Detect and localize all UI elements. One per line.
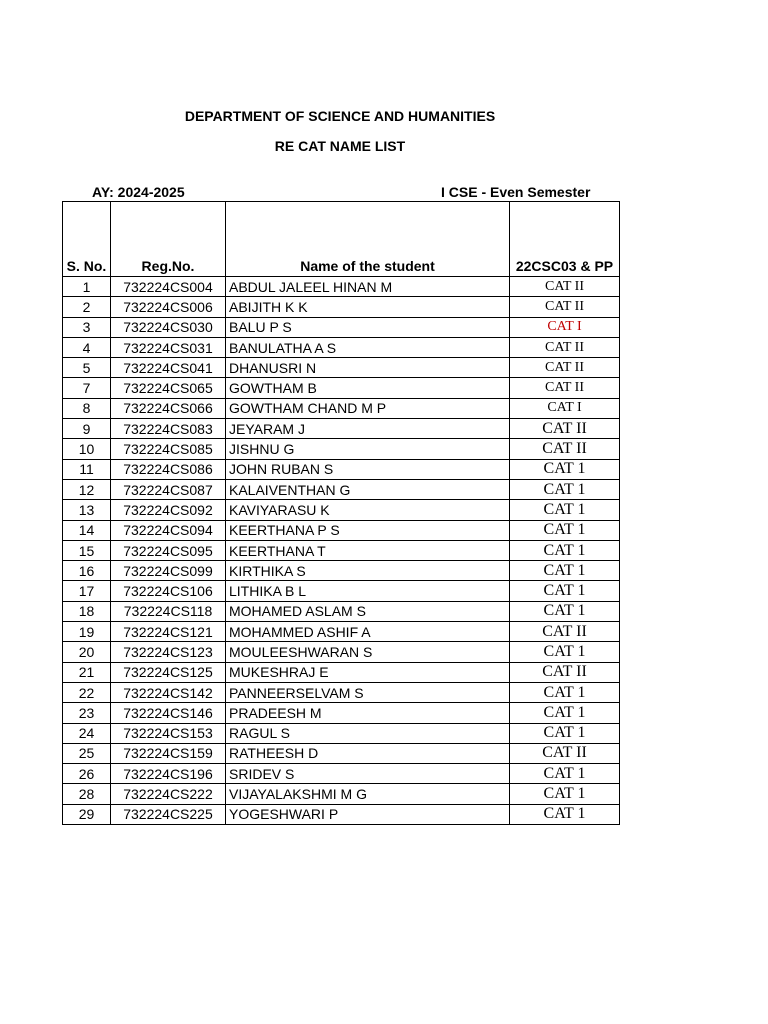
table-row xyxy=(63,642,620,662)
table-row xyxy=(63,479,620,499)
table-row xyxy=(63,581,620,601)
table-row xyxy=(63,723,620,743)
header-regno: Reg.No. xyxy=(111,202,226,277)
table-row xyxy=(63,337,620,357)
cell-sno: 2 xyxy=(63,297,111,317)
cell-sno: 11 xyxy=(63,459,111,479)
table-row xyxy=(63,703,620,723)
academic-year: AY: 2024-2025 xyxy=(92,184,185,200)
table-row xyxy=(63,500,620,520)
cell-name: KEERTHANA P S xyxy=(226,520,510,540)
cell-sno: 14 xyxy=(63,520,111,540)
cell-cat: CAT II xyxy=(510,358,620,378)
cell-regno: 732224CS095 xyxy=(111,540,226,560)
cell-cat: CAT 1 xyxy=(510,500,620,520)
cell-regno: 732224CS092 xyxy=(111,500,226,520)
table-row xyxy=(63,764,620,784)
cell-regno: 732224CS225 xyxy=(111,804,226,824)
cell-cat: CAT 1 xyxy=(510,540,620,560)
cell-regno: 732224CS041 xyxy=(111,358,226,378)
cell-sno: 10 xyxy=(63,439,111,459)
cell-name: RAGUL S xyxy=(226,723,510,743)
cell-cat: CAT II xyxy=(510,662,620,682)
header-sno: S. No. xyxy=(63,202,111,277)
table-row xyxy=(63,601,620,621)
header-name: Name of the student xyxy=(226,202,510,277)
cell-regno: 732224CS086 xyxy=(111,459,226,479)
cell-name: ABDUL JALEEL HINAN M xyxy=(226,277,510,297)
table-row xyxy=(63,277,620,297)
cell-cat: CAT 1 xyxy=(510,682,620,702)
cell-sno: 5 xyxy=(63,358,111,378)
cell-name: KEERTHANA T xyxy=(226,540,510,560)
header-subject: 22CSC03 & PP xyxy=(510,202,620,277)
cell-name: YOGESHWARI P xyxy=(226,804,510,824)
cell-name: BALU P S xyxy=(226,317,510,337)
cell-sno: 3 xyxy=(63,317,111,337)
cell-sno: 29 xyxy=(63,804,111,824)
cell-cat: CAT II xyxy=(510,439,620,459)
cell-regno: 732224CS196 xyxy=(111,764,226,784)
table-row xyxy=(63,317,620,337)
cell-regno: 732224CS118 xyxy=(111,601,226,621)
cell-sno: 24 xyxy=(63,723,111,743)
cell-cat: CAT II xyxy=(510,277,620,297)
cell-name: KIRTHIKA S xyxy=(226,561,510,581)
cell-sno: 9 xyxy=(63,419,111,439)
cell-sno: 19 xyxy=(63,622,111,642)
table-row xyxy=(63,622,620,642)
cell-name: MUKESHRAJ E xyxy=(226,662,510,682)
cell-sno: 1 xyxy=(63,277,111,297)
cell-name: GOWTHAM CHAND M P xyxy=(226,398,510,418)
cell-cat: CAT 1 xyxy=(510,520,620,540)
cell-name: KAVIYARASU K xyxy=(226,500,510,520)
cell-cat: CAT 1 xyxy=(510,601,620,621)
cell-name: KALAIVENTHAN G xyxy=(226,479,510,499)
cell-regno: 732224CS066 xyxy=(111,398,226,418)
cell-sno: 25 xyxy=(63,743,111,763)
cell-sno: 22 xyxy=(63,682,111,702)
cell-cat: CAT I xyxy=(510,398,620,418)
cell-regno: 732224CS121 xyxy=(111,622,226,642)
table-row xyxy=(63,419,620,439)
cell-name: SRIDEV S xyxy=(226,764,510,784)
cell-sno: 16 xyxy=(63,561,111,581)
cell-sno: 26 xyxy=(63,764,111,784)
cell-sno: 18 xyxy=(63,601,111,621)
cell-cat: CAT 1 xyxy=(510,804,620,824)
cell-cat: CAT II xyxy=(510,419,620,439)
table-row xyxy=(63,784,620,804)
cell-sno: 17 xyxy=(63,581,111,601)
cell-name: JOHN RUBAN S xyxy=(226,459,510,479)
cell-name: ABIJITH K K xyxy=(226,297,510,317)
student-table xyxy=(62,201,620,825)
cell-cat: CAT 1 xyxy=(510,703,620,723)
cell-regno: 732224CS123 xyxy=(111,642,226,662)
cell-cat: CAT II xyxy=(510,622,620,642)
cell-sno: 15 xyxy=(63,540,111,560)
cell-regno: 732224CS006 xyxy=(111,297,226,317)
department-heading: DEPARTMENT OF SCIENCE AND HUMANITIES xyxy=(184,108,496,124)
cell-sno: 21 xyxy=(63,662,111,682)
cell-cat: CAT I xyxy=(510,317,620,337)
cell-sno: 20 xyxy=(63,642,111,662)
cell-cat: CAT 1 xyxy=(510,561,620,581)
cell-cat: CAT 1 xyxy=(510,723,620,743)
cell-sno: 28 xyxy=(63,784,111,804)
cell-regno: 732224CS065 xyxy=(111,378,226,398)
cell-regno: 732224CS159 xyxy=(111,743,226,763)
cell-regno: 732224CS099 xyxy=(111,561,226,581)
cell-regno: 732224CS085 xyxy=(111,439,226,459)
cell-regno: 732224CS083 xyxy=(111,419,226,439)
table-row xyxy=(63,297,620,317)
cell-cat: CAT 1 xyxy=(510,459,620,479)
cell-name: BANULATHA A S xyxy=(226,337,510,357)
cell-cat: CAT 1 xyxy=(510,764,620,784)
table-row xyxy=(63,520,620,540)
cell-cat: CAT 1 xyxy=(510,642,620,662)
cell-cat: CAT 1 xyxy=(510,479,620,499)
cell-name: DHANUSRI N xyxy=(226,358,510,378)
table-row xyxy=(63,459,620,479)
cell-sno: 13 xyxy=(63,500,111,520)
cell-regno: 732224CS153 xyxy=(111,723,226,743)
cell-regno: 732224CS222 xyxy=(111,784,226,804)
table-row xyxy=(63,398,620,418)
table-row xyxy=(63,682,620,702)
cell-cat: CAT II xyxy=(510,297,620,317)
cell-regno: 732224CS094 xyxy=(111,520,226,540)
cell-cat: CAT 1 xyxy=(510,581,620,601)
cell-name: MOHAMED ASLAM S xyxy=(226,601,510,621)
cell-regno: 732224CS087 xyxy=(111,479,226,499)
cell-sno: 12 xyxy=(63,479,111,499)
table-row xyxy=(63,439,620,459)
cell-name: JISHNU G xyxy=(226,439,510,459)
cell-name: PRADEESH M xyxy=(226,703,510,723)
cell-name: RATHEESH D xyxy=(226,743,510,763)
cell-sno: 23 xyxy=(63,703,111,723)
cell-name: PANNEERSELVAM S xyxy=(226,682,510,702)
cell-regno: 732224CS004 xyxy=(111,277,226,297)
cell-regno: 732224CS030 xyxy=(111,317,226,337)
table-row xyxy=(63,743,620,763)
cell-cat: CAT II xyxy=(510,743,620,763)
cell-cat: CAT II xyxy=(510,337,620,357)
cell-sno: 8 xyxy=(63,398,111,418)
table-row xyxy=(63,662,620,682)
cell-name: MOHAMMED ASHIF A xyxy=(226,622,510,642)
cell-regno: 732224CS106 xyxy=(111,581,226,601)
list-title: RE CAT NAME LIST xyxy=(274,138,406,154)
cell-name: VIJAYALAKSHMI M G xyxy=(226,784,510,804)
cell-name: JEYARAM J xyxy=(226,419,510,439)
table-row xyxy=(63,561,620,581)
cell-regno: 732224CS142 xyxy=(111,682,226,702)
cell-name: LITHIKA B L xyxy=(226,581,510,601)
cell-regno: 732224CS125 xyxy=(111,662,226,682)
cell-regno: 732224CS031 xyxy=(111,337,226,357)
table-row xyxy=(63,378,620,398)
table-row xyxy=(63,804,620,824)
cell-sno: 7 xyxy=(63,378,111,398)
cell-cat: CAT 1 xyxy=(510,784,620,804)
cell-name: GOWTHAM B xyxy=(226,378,510,398)
semester-label: I CSE - Even Semester xyxy=(441,184,591,200)
cell-name: MOULEESHWARAN S xyxy=(226,642,510,662)
cell-cat: CAT II xyxy=(510,378,620,398)
cell-regno: 732224CS146 xyxy=(111,703,226,723)
cell-sno: 4 xyxy=(63,337,111,357)
table-header-row xyxy=(63,202,620,277)
table-row xyxy=(63,540,620,560)
table-row xyxy=(63,358,620,378)
